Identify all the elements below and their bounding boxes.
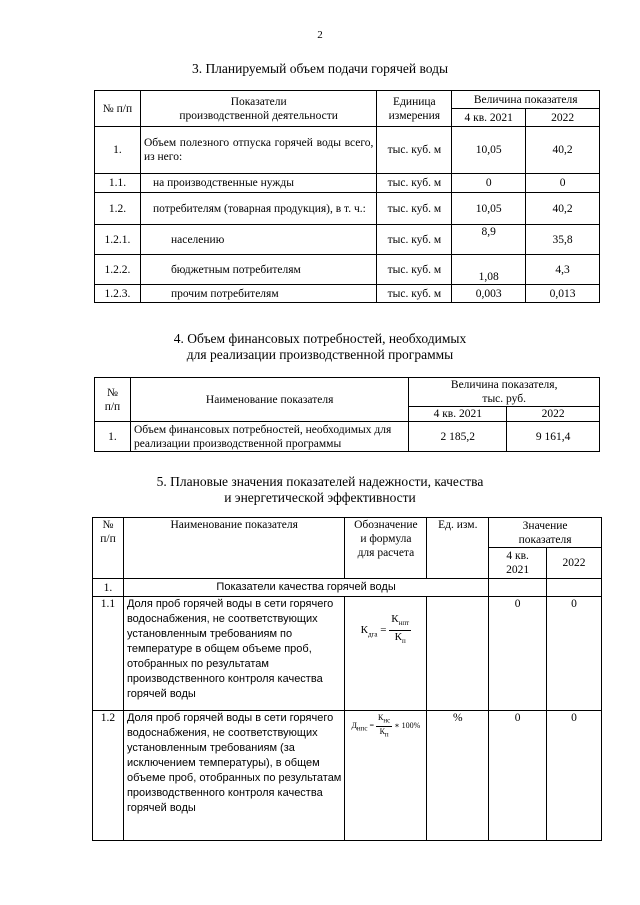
row-q4: 0 bbox=[452, 174, 526, 193]
formula-eq: = bbox=[380, 624, 387, 637]
row-num: 1.2 bbox=[93, 711, 124, 841]
row-name: Объем финансовых потребностей, необходимых для реализации производственной программы bbox=[130, 422, 408, 452]
row-2022: 9 161,4 bbox=[507, 422, 600, 452]
group-num: 1. bbox=[93, 579, 124, 597]
formula-den-sub: п bbox=[402, 637, 406, 646]
header-num: № п/п bbox=[95, 91, 141, 127]
header-q4-2021: 4 кв. 2021 bbox=[489, 548, 547, 579]
group-row bbox=[93, 579, 602, 597]
table-row bbox=[95, 174, 600, 193]
formula-eq: = bbox=[369, 720, 375, 730]
formula-fraction bbox=[376, 713, 392, 739]
reliability-indicators-table bbox=[92, 517, 602, 841]
table-row bbox=[95, 255, 600, 285]
row-2022: 40,2 bbox=[526, 127, 600, 174]
row-unit: % bbox=[427, 711, 489, 841]
table-row bbox=[95, 193, 600, 225]
section5-title-line2: и энергетической эффективности bbox=[224, 490, 416, 505]
formula-den-sub: п bbox=[384, 730, 389, 739]
table-row bbox=[95, 285, 600, 303]
row-unit: тыс. куб. м bbox=[377, 225, 452, 255]
section4-title-line2: для реализации производственной программы bbox=[186, 347, 454, 362]
row-2022: 0 bbox=[547, 597, 602, 711]
header-unit: Единица измерения bbox=[377, 91, 452, 127]
header-formula: Обозначение и формула для расчета bbox=[345, 518, 427, 579]
formula-num: К bbox=[391, 613, 399, 625]
row-q4: 8,9 bbox=[452, 225, 526, 255]
row-q4: 2 185,2 bbox=[409, 422, 507, 452]
row-q4: 10,05 bbox=[452, 127, 526, 174]
header-name: Наименование показателя bbox=[123, 518, 344, 579]
header-num: № п/п bbox=[93, 518, 124, 579]
row-q4: 0,003 bbox=[452, 285, 526, 303]
row-2022: 0 bbox=[526, 174, 600, 193]
row-name: Доля проб горячей воды в сети горячего водоснабжения, не соответствующих установленным требованиям (за исключением температуры), в общем объеме проб, отобранных по результатам производственного контроля качества горячей воды bbox=[123, 711, 344, 841]
header-2022: 2022 bbox=[507, 407, 600, 422]
row-2022: 0 bbox=[547, 711, 602, 841]
row-q4: 1,08 bbox=[452, 255, 526, 285]
formula-num: К bbox=[378, 713, 384, 722]
table-row bbox=[93, 711, 602, 841]
formula-num-sub: нс bbox=[383, 716, 391, 725]
row-2022: 40,2 bbox=[526, 193, 600, 225]
row-2022: 0,013 bbox=[526, 285, 600, 303]
row-name: Объем полезного отпуска горячей воды всего, из него: bbox=[140, 127, 376, 174]
table-row bbox=[95, 127, 600, 174]
table-row bbox=[93, 597, 602, 711]
row-q4: 0 bbox=[489, 597, 547, 711]
formula-fraction bbox=[389, 613, 411, 648]
header-num: № п/п bbox=[95, 378, 131, 422]
header-2022: 2022 bbox=[547, 548, 602, 579]
header-value: Величина показателя, тыс. руб. bbox=[409, 378, 600, 407]
header-indicator: Показатели производственной деятельности bbox=[140, 91, 376, 127]
section3-title: 3. Планируемый объем подачи горячей воды bbox=[191, 61, 449, 76]
row-num: 1.1 bbox=[93, 597, 124, 711]
row-name: прочим потребителям bbox=[140, 285, 376, 303]
row-num: 1.1. bbox=[95, 174, 141, 193]
header-2022: 2022 bbox=[526, 109, 600, 127]
header-name: Наименование показателя bbox=[130, 378, 408, 422]
section4-title-line1: 4. Объем финансовых потребностей, необходимых bbox=[173, 331, 467, 346]
row-unit: тыс. куб. м bbox=[377, 193, 452, 225]
group-name: Показатели качества горячей воды bbox=[123, 579, 488, 597]
row-num: 1. bbox=[95, 422, 131, 452]
row-unit bbox=[427, 597, 489, 711]
row-q4: 10,05 bbox=[452, 193, 526, 225]
row-2022: 4,3 bbox=[526, 255, 600, 285]
row-num: 1.2.3. bbox=[95, 285, 141, 303]
row-name: потребителям (товарная продукция), в т. ч.: bbox=[140, 193, 376, 225]
row-unit: тыс. куб. м bbox=[377, 285, 452, 303]
section5-title-line1: 5. Плановые значения показателей надежности, качества bbox=[156, 474, 484, 489]
row-name: бюджетным потребителям bbox=[140, 255, 376, 285]
row-unit: тыс. куб. м bbox=[377, 174, 452, 193]
header-value: Значение показателя bbox=[489, 518, 602, 548]
table-row bbox=[95, 225, 600, 255]
formula-lhs: Д bbox=[351, 720, 357, 730]
row-num: 1.2.2. bbox=[95, 255, 141, 285]
row-unit: тыс. куб. м bbox=[377, 127, 452, 174]
formula-den: К bbox=[394, 631, 402, 644]
formula-temperature bbox=[345, 597, 427, 711]
formula-num-sub: нпт bbox=[398, 619, 410, 628]
row-num: 1.2. bbox=[95, 193, 141, 225]
row-num: 1. bbox=[95, 127, 141, 174]
formula-lhs: К bbox=[360, 624, 368, 637]
formula-lhs-sub: нпс bbox=[356, 724, 368, 733]
formula-lhs-sub: дга bbox=[367, 630, 378, 639]
hot-water-volume-table bbox=[94, 90, 600, 303]
row-name: населению bbox=[140, 225, 376, 255]
formula-non-temperature bbox=[345, 711, 427, 841]
header-q4-2021: 4 кв. 2021 bbox=[452, 109, 526, 127]
financial-needs-table bbox=[94, 377, 600, 452]
row-unit: тыс. куб. м bbox=[377, 255, 452, 285]
header-unit: Ед. изм. bbox=[427, 518, 489, 579]
row-q4: 0 bbox=[489, 711, 547, 841]
row-2022: 35,8 bbox=[526, 225, 600, 255]
formula-den: К bbox=[379, 726, 385, 736]
page-number: 2 bbox=[317, 29, 323, 41]
row-num: 1.2.1. bbox=[95, 225, 141, 255]
row-name: Доля проб горячей воды в сети горячего водоснабжения, не соответствующих установленным требованиям по температуре в общем объеме проб, отобранных по результатам производственного контроля качества горячей воды bbox=[123, 597, 344, 711]
header-value: Величина показателя bbox=[452, 91, 600, 109]
row-name: на производственные нужды bbox=[140, 174, 376, 193]
table-row bbox=[95, 422, 600, 452]
header-q4-2021: 4 кв. 2021 bbox=[409, 407, 507, 422]
formula-tail: ∗ 100% bbox=[394, 720, 421, 730]
